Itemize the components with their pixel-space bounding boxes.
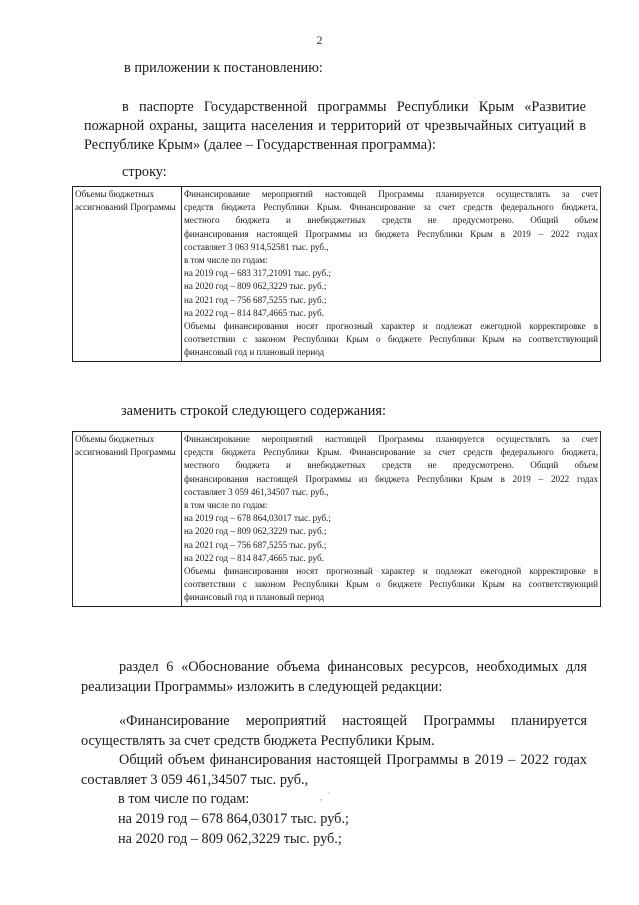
old-row-total: составляет 3 063 914,52581 тыс. руб., (184, 241, 329, 252)
new-row-year: на 2021 год – 756 687,5255 тыс. руб.; (184, 539, 327, 550)
financing-quote-paragraph: «Финансирование мероприятий настоящей Программы планируется осуществлять за счет средств бюджета Республики Крым. (81, 713, 587, 749)
new-row-year: на 2019 год – 678 864,03017 тыс. руб.; (184, 513, 331, 524)
old-row-line: местного бюджета и внебюджетных средств не предусмотрено. Общий объем (184, 215, 598, 226)
old-row-table (72, 186, 601, 362)
old-row-line: финансирования настоящей Программы из бюджета Республики Крым в 2019 – 2022 годах (184, 228, 598, 239)
passport-paragraph: в паспорте Государственной программы Республики Крым «Развитие пожарной охраны, защита населения и территорий от чрезвычайных ситуаций в Республике Крым» (далее – Государственная программа): (84, 99, 586, 154)
new-row-label: Объемы бюджетных ассигнований Программы (73, 432, 182, 607)
year-2019-line: на 2019 год – 678 864,03017 тыс. руб.; (118, 811, 349, 827)
old-row-label: Объемы бюджетных ассигнований Программы (73, 187, 182, 362)
old-row-year: на 2020 год – 809 062,3229 тыс. руб.; (184, 281, 327, 292)
page-number: 2 (316, 33, 323, 47)
old-row-content (182, 187, 601, 362)
old-row-note-end: финансовый год и плановый период (184, 347, 325, 358)
old-row-line: Финансирование мероприятий настоящей Программы планируется осуществлять за счет (184, 189, 598, 199)
new-row-line: средств бюджета Республики Крым. Финансирование за счет средств федерального бюджета, (184, 447, 598, 458)
new-row-year: на 2022 год – 814 847,4665 тыс. руб. (184, 552, 324, 563)
new-row-line: финансирования настоящей Программы из бюджета Республики Крым в 2019 – 2022 годах (184, 473, 598, 484)
new-row-by-years: в том числе по годам: (184, 500, 268, 511)
old-row-by-years: в том числе по годам: (184, 255, 268, 266)
old-row-line: средств бюджета Республики Крым. Финансирование за счет средств федерального бюджета, (184, 202, 598, 213)
new-row-line: Финансирование мероприятий настоящей Программы планируется осуществлять за счет (184, 434, 598, 444)
new-row-table (72, 431, 601, 607)
scan-speck-mark: , ` (320, 792, 331, 803)
new-row-note-end: финансовый год и плановый период (184, 592, 325, 603)
by-years-label: в том числе по годам: (118, 791, 250, 807)
section6-paragraph: раздел 6 «Обоснование объема финансовых ресурсов, необходимых для реализации Программы» изложить в следующей редакции: (81, 659, 587, 695)
old-row-note: Объемы финансирования носят прогнозный характер и подлежат ежегодной корректировке в (184, 321, 598, 332)
replace-label: заменить строкой следующего содержания: (121, 403, 386, 419)
old-row-year: на 2021 год – 756 687,5255 тыс. руб.; (184, 294, 327, 305)
row-label: строку: (122, 164, 167, 180)
new-row-content (182, 432, 601, 607)
intro-line: в приложении к постановлению: (124, 60, 323, 76)
old-row-note: соответствии с законом Республики Крым о бюджете Республики Крым на соответствующий (184, 334, 598, 345)
new-row-line: местного бюджета и внебюджетных средств не предусмотрено. Общий объем (184, 460, 598, 471)
old-row-year: на 2022 год – 814 847,4665 тыс. руб. (184, 307, 324, 318)
old-row-year: на 2019 год – 683 317,21091 тыс. руб.; (184, 268, 331, 279)
total-financing-paragraph: Общий объем финансирования настоящей Программы в 2019 – 2022 годах составляет 3 059 461,34507 тыс. руб., (81, 752, 587, 788)
new-row-note: соответствии с законом Республики Крым о бюджете Республики Крым на соответствующий (184, 579, 598, 590)
new-row-total: составляет 3 059 461,34507 тыс. руб., (184, 486, 329, 497)
new-row-note: Объемы финансирования носят прогнозный характер и подлежат ежегодной корректировке в (184, 566, 598, 577)
year-2020-line: на 2020 год – 809 062,3229 тыс. руб.; (118, 831, 342, 847)
new-row-year: на 2020 год – 809 062,3229 тыс. руб.; (184, 526, 327, 537)
